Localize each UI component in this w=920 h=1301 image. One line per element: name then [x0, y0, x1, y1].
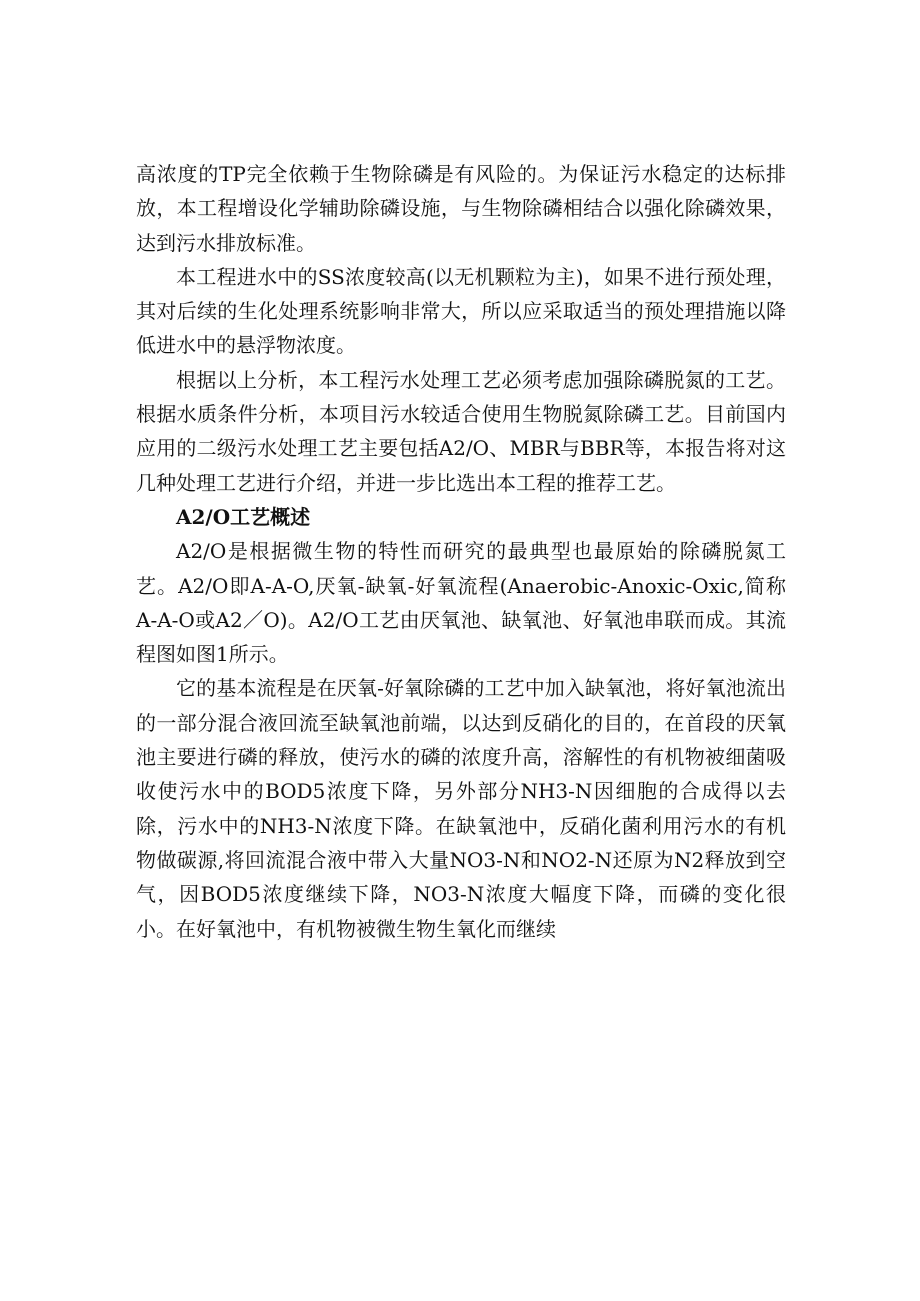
paragraph-ss-pretreatment: 本工程进水中的SS浓度较高(以无机颗粒为主)，如果不进行预处理，其对后续的生化处理系统影响非常大，所以应采取适当的预处理措施以降低进水中的悬浮物浓度。	[136, 264, 786, 358]
document-page	[136, 157, 786, 946]
paragraph-a2o-flow: 它的基本流程是在厌氧-好氧除磷的工艺中加入缺氧池，将好氧池流出的一部分混合液回流至缺氧池前端，以达到反硝化的目的，在首段的厌氧池主要进行磷的释放，使污水的磷的浓度升高，溶解性的有机物被细菌吸收使污水中的BOD5浓度下降，另外部分NH3-N因细胞的合成得以去除，污水中的NH3-N浓度下降。在缺氧池中，反硝化菌利用污水的有机物做碳源,将回流混合液中带入大量NO3-N和NO2-N还原为N2释放到空气，因BOD5浓度继续下降，NO3-N浓度大幅度下降，而磷的变化很小。在好氧池中，有机物被微生物生氧化而继续	[136, 676, 786, 941]
paragraph-phosphorus-risk: 高浓度的TP完全依赖于生物除磷是有风险的。为保证污水稳定的达标排放，本工程增设化学辅助除磷设施，与生物除磷相结合以强化除磷效果，达到污水排放标准。	[136, 162, 786, 255]
paragraph-a2o-definition: A2/O是根据微生物的特性而研究的最典型也最原始的除磷脱氮工艺。A2/O即A-A-O,厌氧-缺氧-好氧流程(Anaerobic-Anoxic-Oxic,简称A-A-O或A2／O)。A2/O工艺由厌氧池、缺氧池、好氧池串联而成。其流程图如图1所示。	[136, 539, 786, 667]
section-heading-a2o: A2/O工艺概述	[176, 504, 311, 529]
paragraph-process-selection: 根据以上分析，本工程污水处理工艺必须考虑加强除磷脱氮的工艺。根据水质条件分析，本项目污水较适合使用生物脱氮除磷工艺。目前国内应用的二级污水处理工艺主要包括A2/O、MBR与BBR等，本报告将对这几种处理工艺进行介绍，并进一步比选出本工程的推荐工艺。	[136, 367, 786, 495]
